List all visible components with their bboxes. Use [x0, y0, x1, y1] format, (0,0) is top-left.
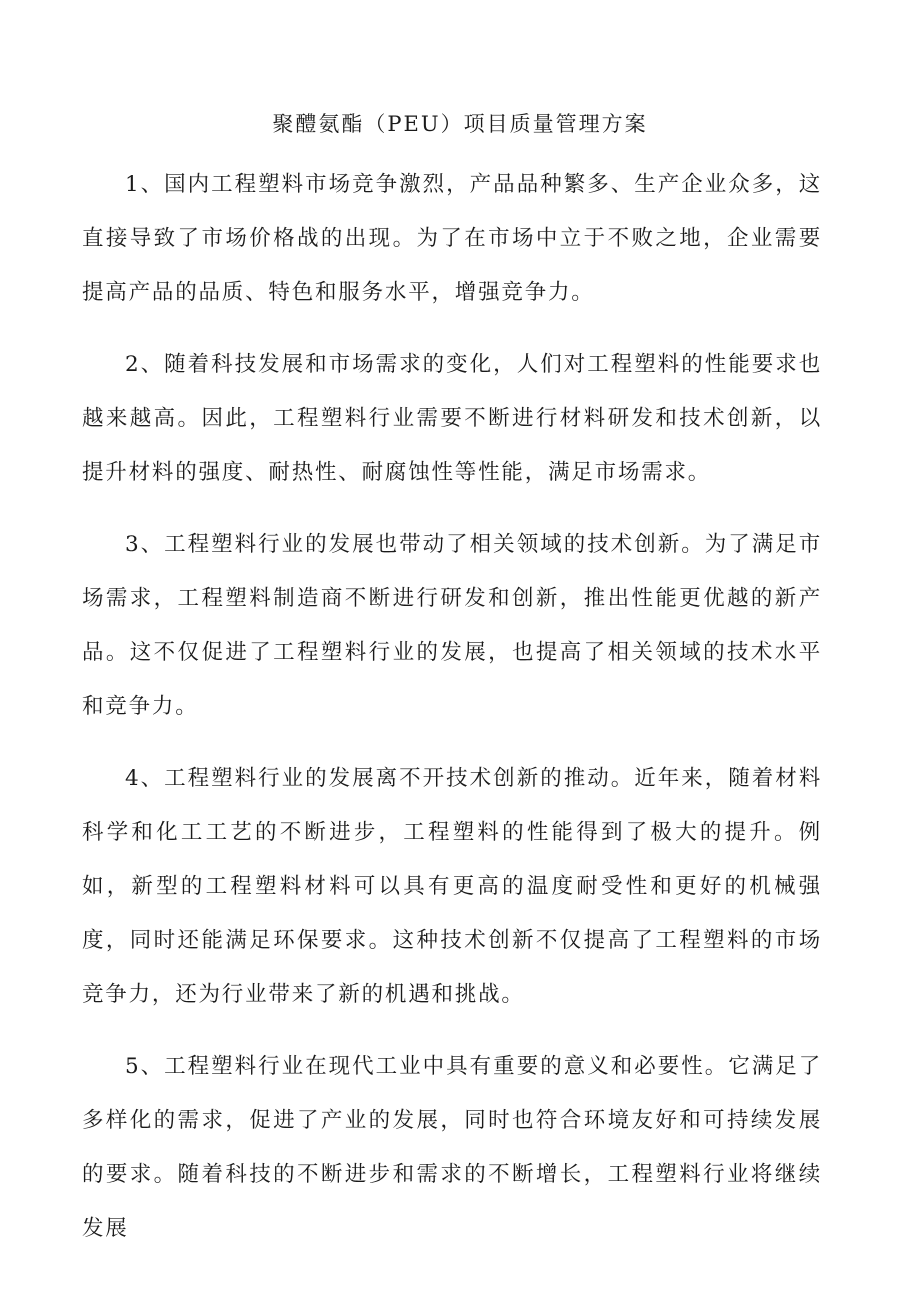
paragraph-1: 1、国内工程塑料市场竞争激烈，产品品种繁多、生产企业众多，这直接导致了市场价格战的出现。为了在市场中立于不败之地，企业需要提高产品的品质、特色和服务水平，增强竞争力。: [82, 172, 822, 305]
document-body: [82, 158, 822, 1274]
paragraph-5: 5、工程塑料行业在现代工业中具有重要的意义和必要性。它满足了多样化的需求，促进了产业的发展，同时也符合环境友好和可持续发展的要求。随着科技的不断进步和需求的不断增长，工程塑料行业将继续发展: [82, 1054, 822, 1241]
document-title: 聚醴氨酯（PEU）项目质量管理方案: [272, 112, 648, 136]
paragraph-3: 3、工程塑料行业的发展也带动了相关领域的技术创新。为了满足市场需求，工程塑料制造商不断进行研发和创新，推出性能更优越的新产品。这不仅促进了工程塑料行业的发展，也提高了相关领域的技术水平和竞争力。: [82, 532, 822, 719]
paragraph-2: 2、随着科技发展和市场需求的变化，人们对工程塑料的性能要求也越来越高。因此，工程塑料行业需要不断进行材料研发和技术创新，以提升材料的强度、耐热性、耐腐蚀性等性能，满足市场需求。: [82, 352, 822, 485]
paragraph-4: 4、工程塑料行业的发展离不开技术创新的推动。近年来，随着材料科学和化工工艺的不断进步，工程塑料的性能得到了极大的提升。例如，新型的工程塑料材料可以具有更高的温度耐受性和更好的机械强度，同时还能满足环保要求。这种技术创新不仅提高了工程塑料的市场竞争力，还为行业带来了新的机遇和挑战。: [82, 766, 822, 1007]
